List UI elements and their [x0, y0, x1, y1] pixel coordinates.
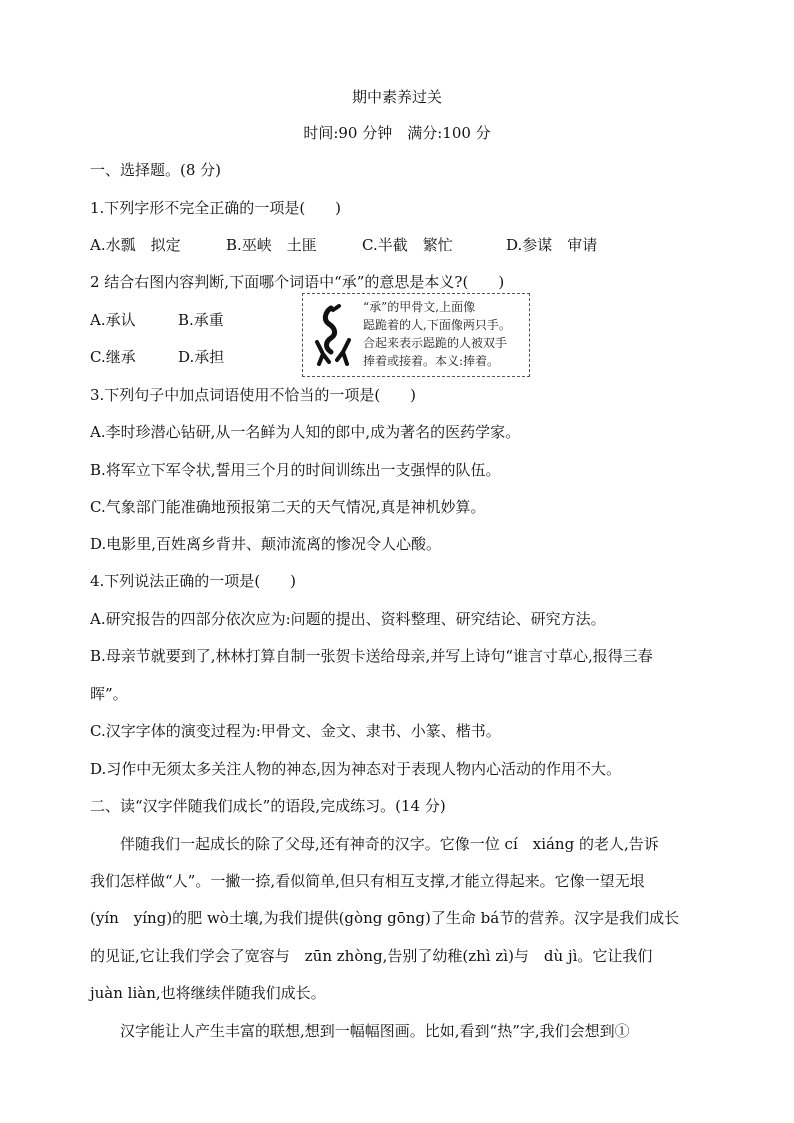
- q2-option-c: C.继承: [90, 348, 136, 366]
- q1-option-a: A.水瓢 拟定: [90, 236, 181, 254]
- q1-option-c: C.半截 繁忙: [362, 236, 453, 254]
- q2-option-b: B.承重: [178, 311, 224, 329]
- q3-option-b: B.将军立下军令状,誓用三个月的时间训练出一支强悍的队伍。: [90, 461, 501, 479]
- q3-option-d: D.电影里,百姓离乡背井、颠沛流离的惨况令人心酸。: [90, 535, 442, 553]
- section1-heading: 一、选择题。(8 分): [90, 161, 222, 179]
- page-title: 期中素养过关: [351, 88, 442, 106]
- figure-caption-line: “承”的甲骨文,上面像: [363, 300, 476, 314]
- q2-options-row1: [90, 310, 224, 330]
- q3-option-c: C.气象部门能准确地预报第二天的天气情况,真是神机妙算。: [90, 498, 486, 516]
- para1-line: 我们怎样做“人”。一撇一捺,看似简单,但只有相互支撑,才能立得起来。它像一望无垠: [90, 872, 645, 890]
- para1-line: juàn liàn,也将继续伴随我们成长。: [90, 984, 326, 1002]
- q4-option-c: C.汉字字体的演变过程为:甲骨文、金文、隶书、小篆、楷书。: [90, 722, 501, 740]
- oracle-bone-figure: [302, 293, 530, 377]
- section2-heading: 二、读“汉字伴随我们成长”的语段,完成练习。(14 分): [90, 797, 446, 815]
- q2-stem: 2 结合右图内容判断,下面哪个词语中“承”的意思是本义?( ): [90, 273, 505, 291]
- q1-option-d: D.参谋 审请: [506, 236, 598, 254]
- q1-options: [90, 235, 597, 255]
- figure-caption: [363, 298, 525, 370]
- q3-option-a: A.李时珍潜心钻研,从一名鲜为人知的郎中,成为著名的医药学家。: [90, 423, 521, 441]
- q2-option-d: D.承担: [178, 348, 225, 366]
- oracle-bone-cheng-glyph: [311, 302, 355, 368]
- q4-option-a: A.研究报告的四部分依次应为:问题的提出、资料整理、研究结论、研究方法。: [90, 610, 606, 628]
- para1-line: 的见证,它让我们学会了宽容与 zūn zhòng,告别了幼稚(zhì zì)与 dù jì。它让我们: [90, 947, 653, 965]
- figure-caption-line: 捧着或接着。本义:捧着。: [363, 354, 500, 368]
- q1-stem: 1.下列字形不完全正确的一项是( ): [90, 199, 342, 217]
- q3-stem: 3.下列句子中加点词语使用不恰当的一项是( ): [90, 386, 417, 404]
- figure-caption-line: 合起来表示跽跪的人被双手: [363, 336, 508, 350]
- figure-caption-line: 跽跪着的人,下面像两只手。: [363, 318, 511, 332]
- para1-line: 伴随我们一起成长的除了父母,还有神奇的汉字。它像一位 cí xiáng 的老人,告诉: [120, 835, 659, 853]
- q4-option-b: B.母亲节就要到了,林林打算自制一张贺卡送给母亲,并写上诗句“谁言寸草心,报得三春: [90, 647, 653, 665]
- para2-line: 汉字能让人产生丰富的联想,想到一幅幅图画。比如,看到“热”字,我们会想到①: [120, 1022, 630, 1040]
- q4-stem: 4.下列说法正确的一项是( ): [90, 572, 297, 590]
- q4-option-b-cont: 晖”。: [90, 685, 128, 703]
- exam-meta: 时间:90 分钟 满分:100 分: [303, 124, 491, 142]
- q2-options-row2: [90, 347, 224, 367]
- q1-option-b: B.巫峡 土匪: [226, 236, 317, 254]
- q4-option-d: D.习作中无须太多关注人物的神态,因为神态对于表现人物内心活动的作用不大。: [90, 760, 622, 778]
- para1-line: (yín yíng)的肥 wò土壤,为我们提供(gòng gōng)了生命 bá节的营养。汉字是我们成长: [90, 909, 680, 927]
- q2-option-a: A.承认: [90, 311, 136, 329]
